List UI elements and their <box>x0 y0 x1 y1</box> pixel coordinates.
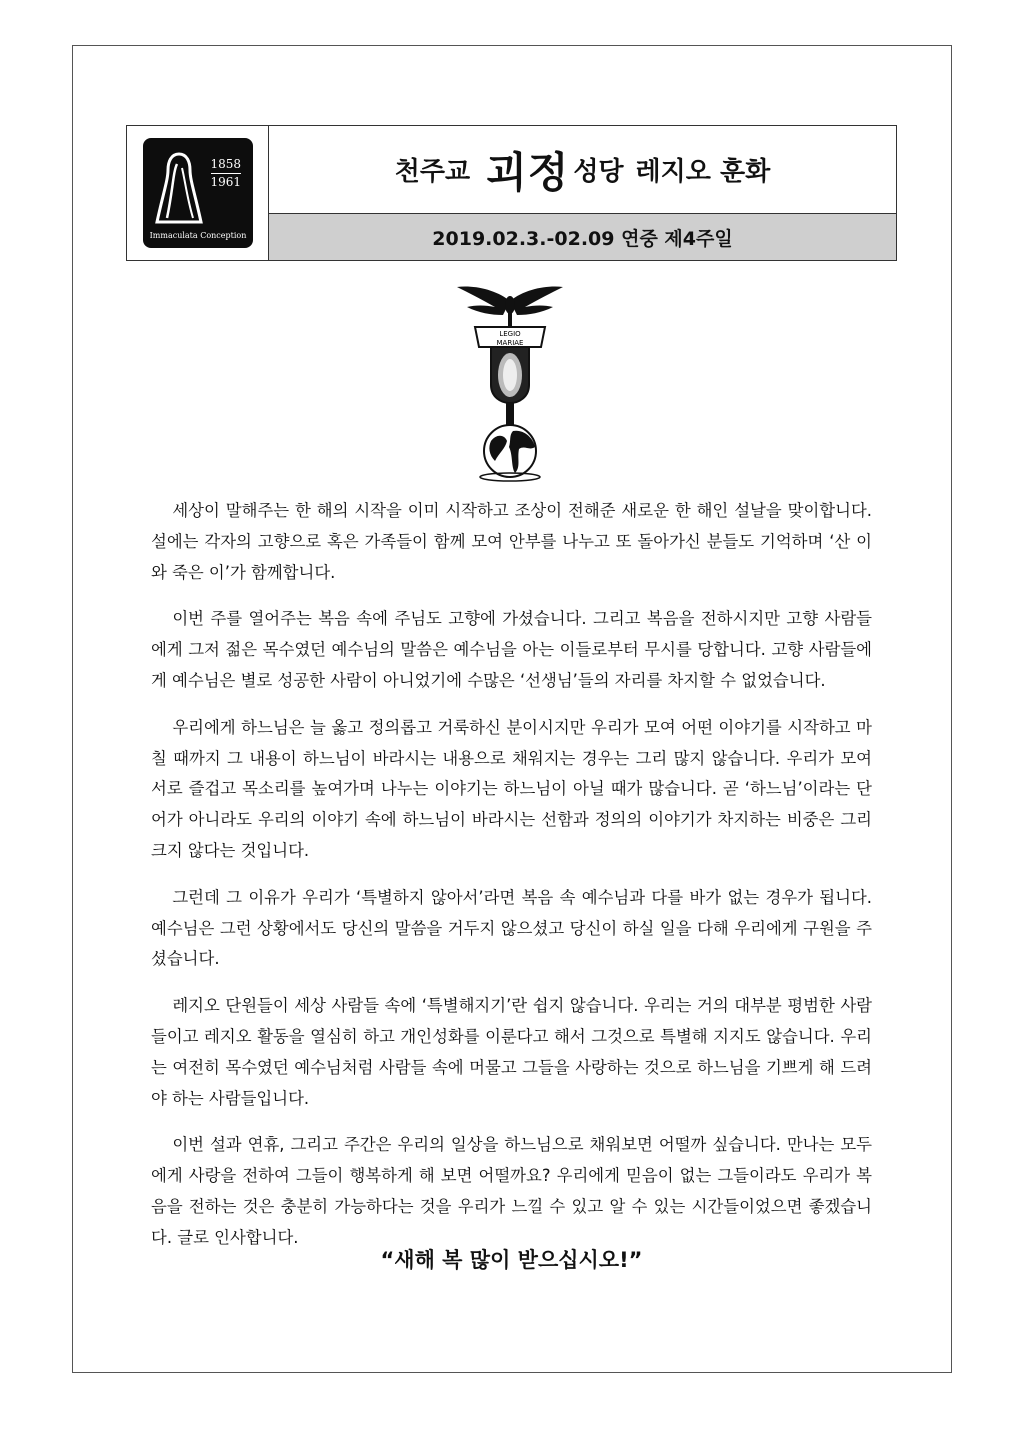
paragraph: 우리에게 하느님은 늘 옳고 정의롭고 거룩하신 분이시지만 우리가 모여 어떤 이야기를 시작하고 마칠 때까지 그 내용이 하느님이 바라시는 내용으로 채워지는 경우는 그리 많지 않습니다. 우리가 모여 서로 즐겁고 목소리를 높여가며 나누는 이야기는 하느님이 아닐 때가 많습니다. 곧 ‘하느님’이라는 단어가 아니라도 우리의 이야기 속에 하느님이 바라시는 선함과 정의의 이야기가 차지하는 비중은 그리 크지 않다는 것입니다. <box>151 717 872 860</box>
logo-year-divider <box>211 173 241 174</box>
date-line: 2019.02.3.-02.09 연중 제4주일 <box>269 214 896 260</box>
emblem-text-legio: LEGIO <box>499 330 521 338</box>
article-body <box>151 496 872 1270</box>
paragraph: 이번 설과 연휴, 그리고 주간은 우리의 일상을 하느님으로 채워보면 어떨까 싶습니다. 만나는 모두에게 사랑을 전하여 그들이 행복하게 해 보면 어떨까요? 우리에게 믿음이 없는 그들이라도 우리가 복음을 전하는 것은 충분히 가능하다는 것을 우리가 느낄 수 있고 알 수 있는 시간들이었으면 좋겠습니다. 글로 인사합니다. <box>151 1135 872 1247</box>
closing-greeting: “새해 복 많이 받으십시오!” <box>380 1248 643 1272</box>
logo-caption: Immaculata Conception <box>149 231 247 240</box>
document-header <box>126 125 897 261</box>
logo-cell <box>127 126 269 260</box>
title-middle: 성당 <box>573 157 624 187</box>
page-title <box>269 126 896 214</box>
paragraph: 레지오 단원들이 세상 사람들 속에 ‘특별해지기’란 쉽지 않습니다. 우리는 거의 대부분 평범한 사람들이고 레지오 활동을 열심히 하고 개인성화를 이룬다고 해서 그것으로 특별해 지지도 않습니다. 우리는 여전히 목수였던 예수님처럼 사람들 속에 머물고 그들을 사랑하는 것으로 하느님을 기쁘게 해 드려야 하는 사람들입니다. <box>151 996 872 1108</box>
emblem-text-mariae: MARIAE <box>496 339 524 347</box>
title-prefix: 천주교 <box>394 157 471 187</box>
paragraph: 그런데 그 이유가 우리가 ‘특별하지 않아서’라면 복음 속 예수님과 다를 바가 없는 경우가 됩니다. 예수님은 그런 상황에서도 당신의 말씀을 거두지 않으셨고 당신이 하실 일을 다해 우리에게 구원을 주셨습니다. <box>151 887 872 969</box>
parish-logo <box>143 138 253 248</box>
title-suffix: 레지오 훈화 <box>635 157 771 187</box>
paragraph: 이번 주를 열어주는 복음 속에 주님도 고향에 가셨습니다. 그리고 복음을 전하시지만 고향 사람들에게 그저 젊은 목수였던 예수님의 말씀은 예수님을 아는 이들로부터 무시를 당합니다. 고향 사람들에게 예수님은 별로 성공한 사람이 아니었기에 수많은 ‘선생님’들의 자리를 차지할 수 없었습니다. <box>151 609 872 690</box>
paragraph: 세상이 말해주는 한 해의 시작을 이미 시작하고 조상이 전해준 새로운 한 해인 설날을 맞이합니다. 설에는 각자의 고향으로 혹은 가족들이 함께 모여 안부를 나누고 또 돌아가신 분들도 기억하며 ‘산 이와 죽은 이’가 함께합니다. <box>151 501 872 582</box>
legio-mariae-vexillum-icon <box>455 283 565 488</box>
logo-year-end: 1961 <box>210 175 241 189</box>
logo-year-start: 1858 <box>210 157 241 171</box>
title-main: 괴정 <box>486 147 570 197</box>
madonna-silhouette-icon <box>153 150 205 226</box>
